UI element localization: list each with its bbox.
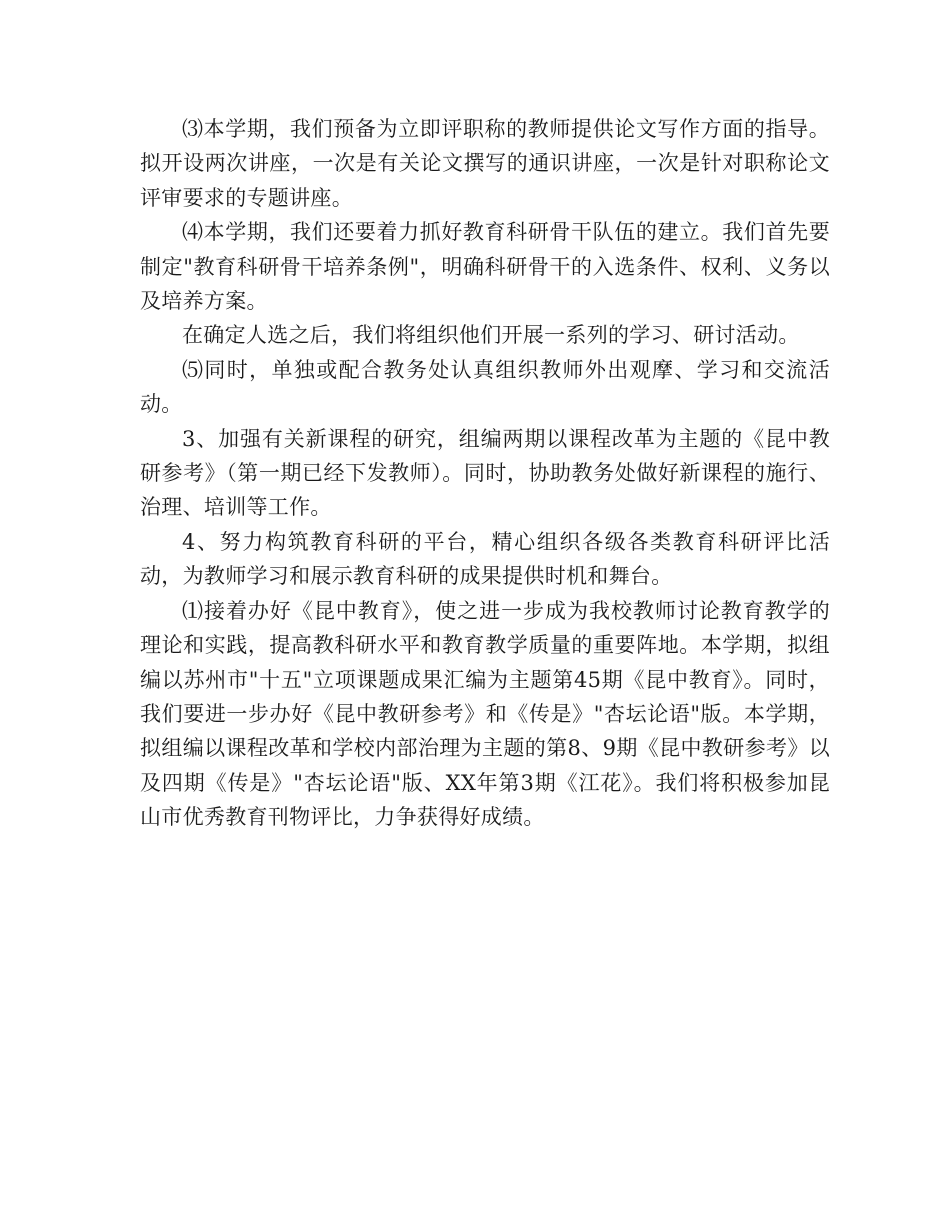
paragraph-section-3-new-curriculum: 3、加强有关新课程的研究，组编两期以课程改革为主题的《昆中教研参考》（第一期已经下发教师）。同时，协助教务处做好新课程的施行、治理、培训等工作。 xyxy=(140,426,830,520)
paragraph-item-1-publications: ⑴接着办好《昆中教育》，使之进一步成为我校教师讨论教育教学的理论和实践，提高教科研水平和教育教学质量的重要阵地。本学期，拟组编以苏州市"十五"立项课题成果汇编为主题第45期《昆中教育》。同时，我们要进一步办好《昆中教研参考》和《传是》"杏坛论语"版。本学期，拟组编以课程改革和学校内部治理为主题的第8、9期《昆中教研参考》以及四期《传是》"杏坛论语"版、XX年第3期《江花》。我们将积极参加昆山市优秀教育刊物评比，力争获得好成绩。 xyxy=(140,598,830,830)
document-body xyxy=(140,112,830,835)
paragraph-selection-activities: 在确定人选之后，我们将组织他们开展一系列的学习、研讨活动。 xyxy=(182,323,800,348)
paragraph-item-3-paper-guidance: ⑶本学期，我们预备为立即评职称的教师提供论文写作方面的指导。拟开设两次讲座，一次是有关论文撰写的通识讲座，一次是针对职称论文评审要求的专题讲座。 xyxy=(140,117,830,210)
paragraph-item-5-exchange: ⑸同时，单独或配合教务处认真组织教师外出观摩、学习和交流活动。 xyxy=(140,357,830,417)
paragraph-section-4-platform: 4、努力构筑教育科研的平台，精心组织各级各类教育科研评比活动，为教师学习和展示教育科研的成果提供时机和舞台。 xyxy=(140,529,830,589)
paragraph-item-4-research-team: ⑷本学期，我们还要着力抓好教育科研骨干队伍的建立。我们首先要制定"教育科研骨干培养条例"，明确科研骨干的入选条件、权利、义务以及培养方案。 xyxy=(140,220,830,314)
